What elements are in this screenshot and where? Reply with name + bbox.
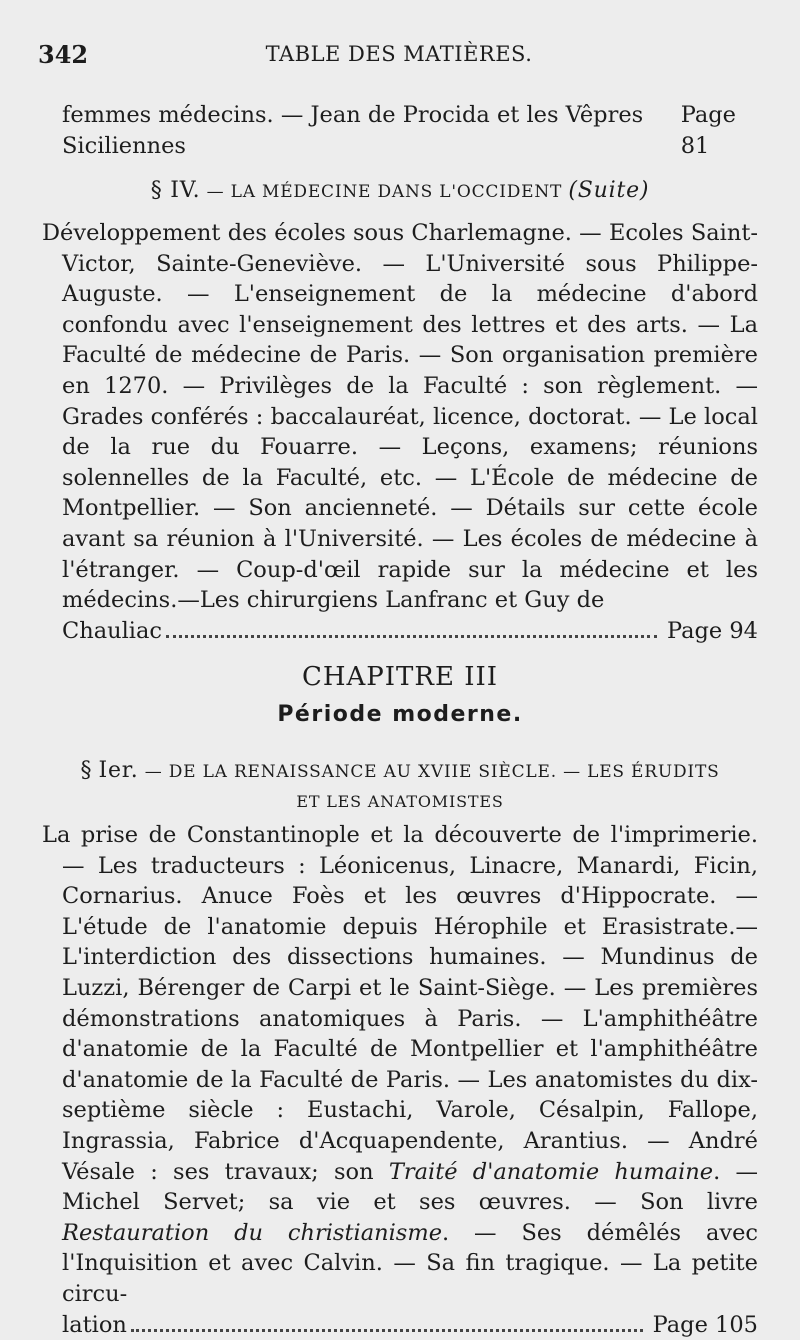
toc-leader-line: [62, 616, 758, 647]
carry-over-page: Page 81: [681, 100, 758, 161]
carry-over-text: femmes médecins. — Jean de Procida et les Vêpres Siciliennes: [62, 100, 667, 161]
section-iv-entry: [62, 218, 758, 646]
section-iv-number: § IV.: [151, 178, 201, 203]
section-i-page: Page 105: [653, 1310, 758, 1340]
section-i-number: Ier.: [99, 758, 139, 783]
section-i-last-line: lation: [62, 1310, 127, 1340]
section-iv-title: — LA MÉDECINE DANS L'OCCIDENT: [207, 182, 563, 202]
section-i-text-part2: . — Michel Servet; sa vie et ses œuvres. — Son livre: [62, 1159, 758, 1216]
section-i-text: [62, 820, 758, 1310]
italic-title-traite: Traité d'anatomie humaine: [389, 1159, 713, 1185]
section-iv-page: Page 94: [667, 616, 758, 647]
carry-over-entry: [62, 100, 758, 161]
section-iv-suffix: (Suite): [568, 178, 649, 203]
section-i-heading: [40, 758, 760, 783]
toc-leader-line: [62, 1310, 758, 1340]
section-i-title-line1: — DE LA RENAISSANCE AU XVIIE SIÈCLE. — LES ÉRUDITS: [145, 762, 720, 782]
section-i-entry: [62, 820, 758, 1340]
italic-title-restauration: Restauration du christianisme: [62, 1220, 442, 1246]
running-title: TABLE DES MATIÈRES.: [38, 42, 760, 66]
dot-leader: [166, 635, 657, 638]
toc-leader-line: [62, 100, 758, 161]
page-header: [38, 40, 760, 80]
section-i-text-part3: . — Ses démêlés avec l'Inquisition et avec Calvin. — Sa fin tragique. — La petite circu-: [62, 1220, 758, 1307]
section-i-heading-line2: ET LES ANATOMISTES: [40, 792, 760, 811]
chapter-title: CHAPITRE III: [0, 662, 800, 692]
section-iv-heading: [40, 178, 760, 203]
page-number: 342: [38, 40, 88, 69]
section-i-text-part1: La prise de Constantinople et la découverte de l'imprimerie. — Les traducteurs : Léonicenus, Linacre, Manardi, Ficin, Cornarius. Anuce Foès et les œuvres d'Hippocrate. — L'étude de l'anatomie depuis Hérophile et Erasistrate.—L'interdiction des dissections humaines. — Mundinus de Luzzi, Bérenger de Carpi et le Saint-Siège. — Les premières démonstrations anatomiques à Paris. — L'amphithéâtre d'anatomie de la Faculté de Montpellier et l'amphithéâtre d'anatomie de la Faculté de Paris. — Les anatomistes du dix-septième siècle : Eustachi, Varole, Césalpin, Fallope, Ingrassia, Fabrice d'Acquapendente, Arantius. — André Vésale : ses travaux; son: [42, 822, 758, 1185]
chapter-subtitle: Période moderne.: [0, 702, 800, 727]
dot-leader: [131, 1329, 643, 1332]
section-iv-text: Développement des écoles sous Charlemagne. — Ecoles Saint-Victor, Sainte-Geneviève. — L'Université sous Philippe-Auguste. — L'enseignement de la médecine d'abord confondu avec l'enseignement des lettres et des arts. — La Faculté de médecine de Paris. — Son organisation première en 1270. — Privilèges de la Faculté : son règlement. — Grades conférés : baccalauréat, licence, doctorat. — Le local de la rue du Fouarre. — Leçons, examens; réunions solennelles de la Faculté, etc. — L'École de médecine de Montpellier. — Son ancienneté. — Détails sur cette école avant sa réunion à l'Université. — Les écoles de médecine à l'étranger. — Coup-d'œil rapide sur la médecine et les médecins.—Les chirurgiens Lanfranc et Guy de: [62, 218, 758, 616]
section-sign: §: [80, 758, 92, 783]
section-iv-last-line: Chauliac: [62, 616, 162, 647]
